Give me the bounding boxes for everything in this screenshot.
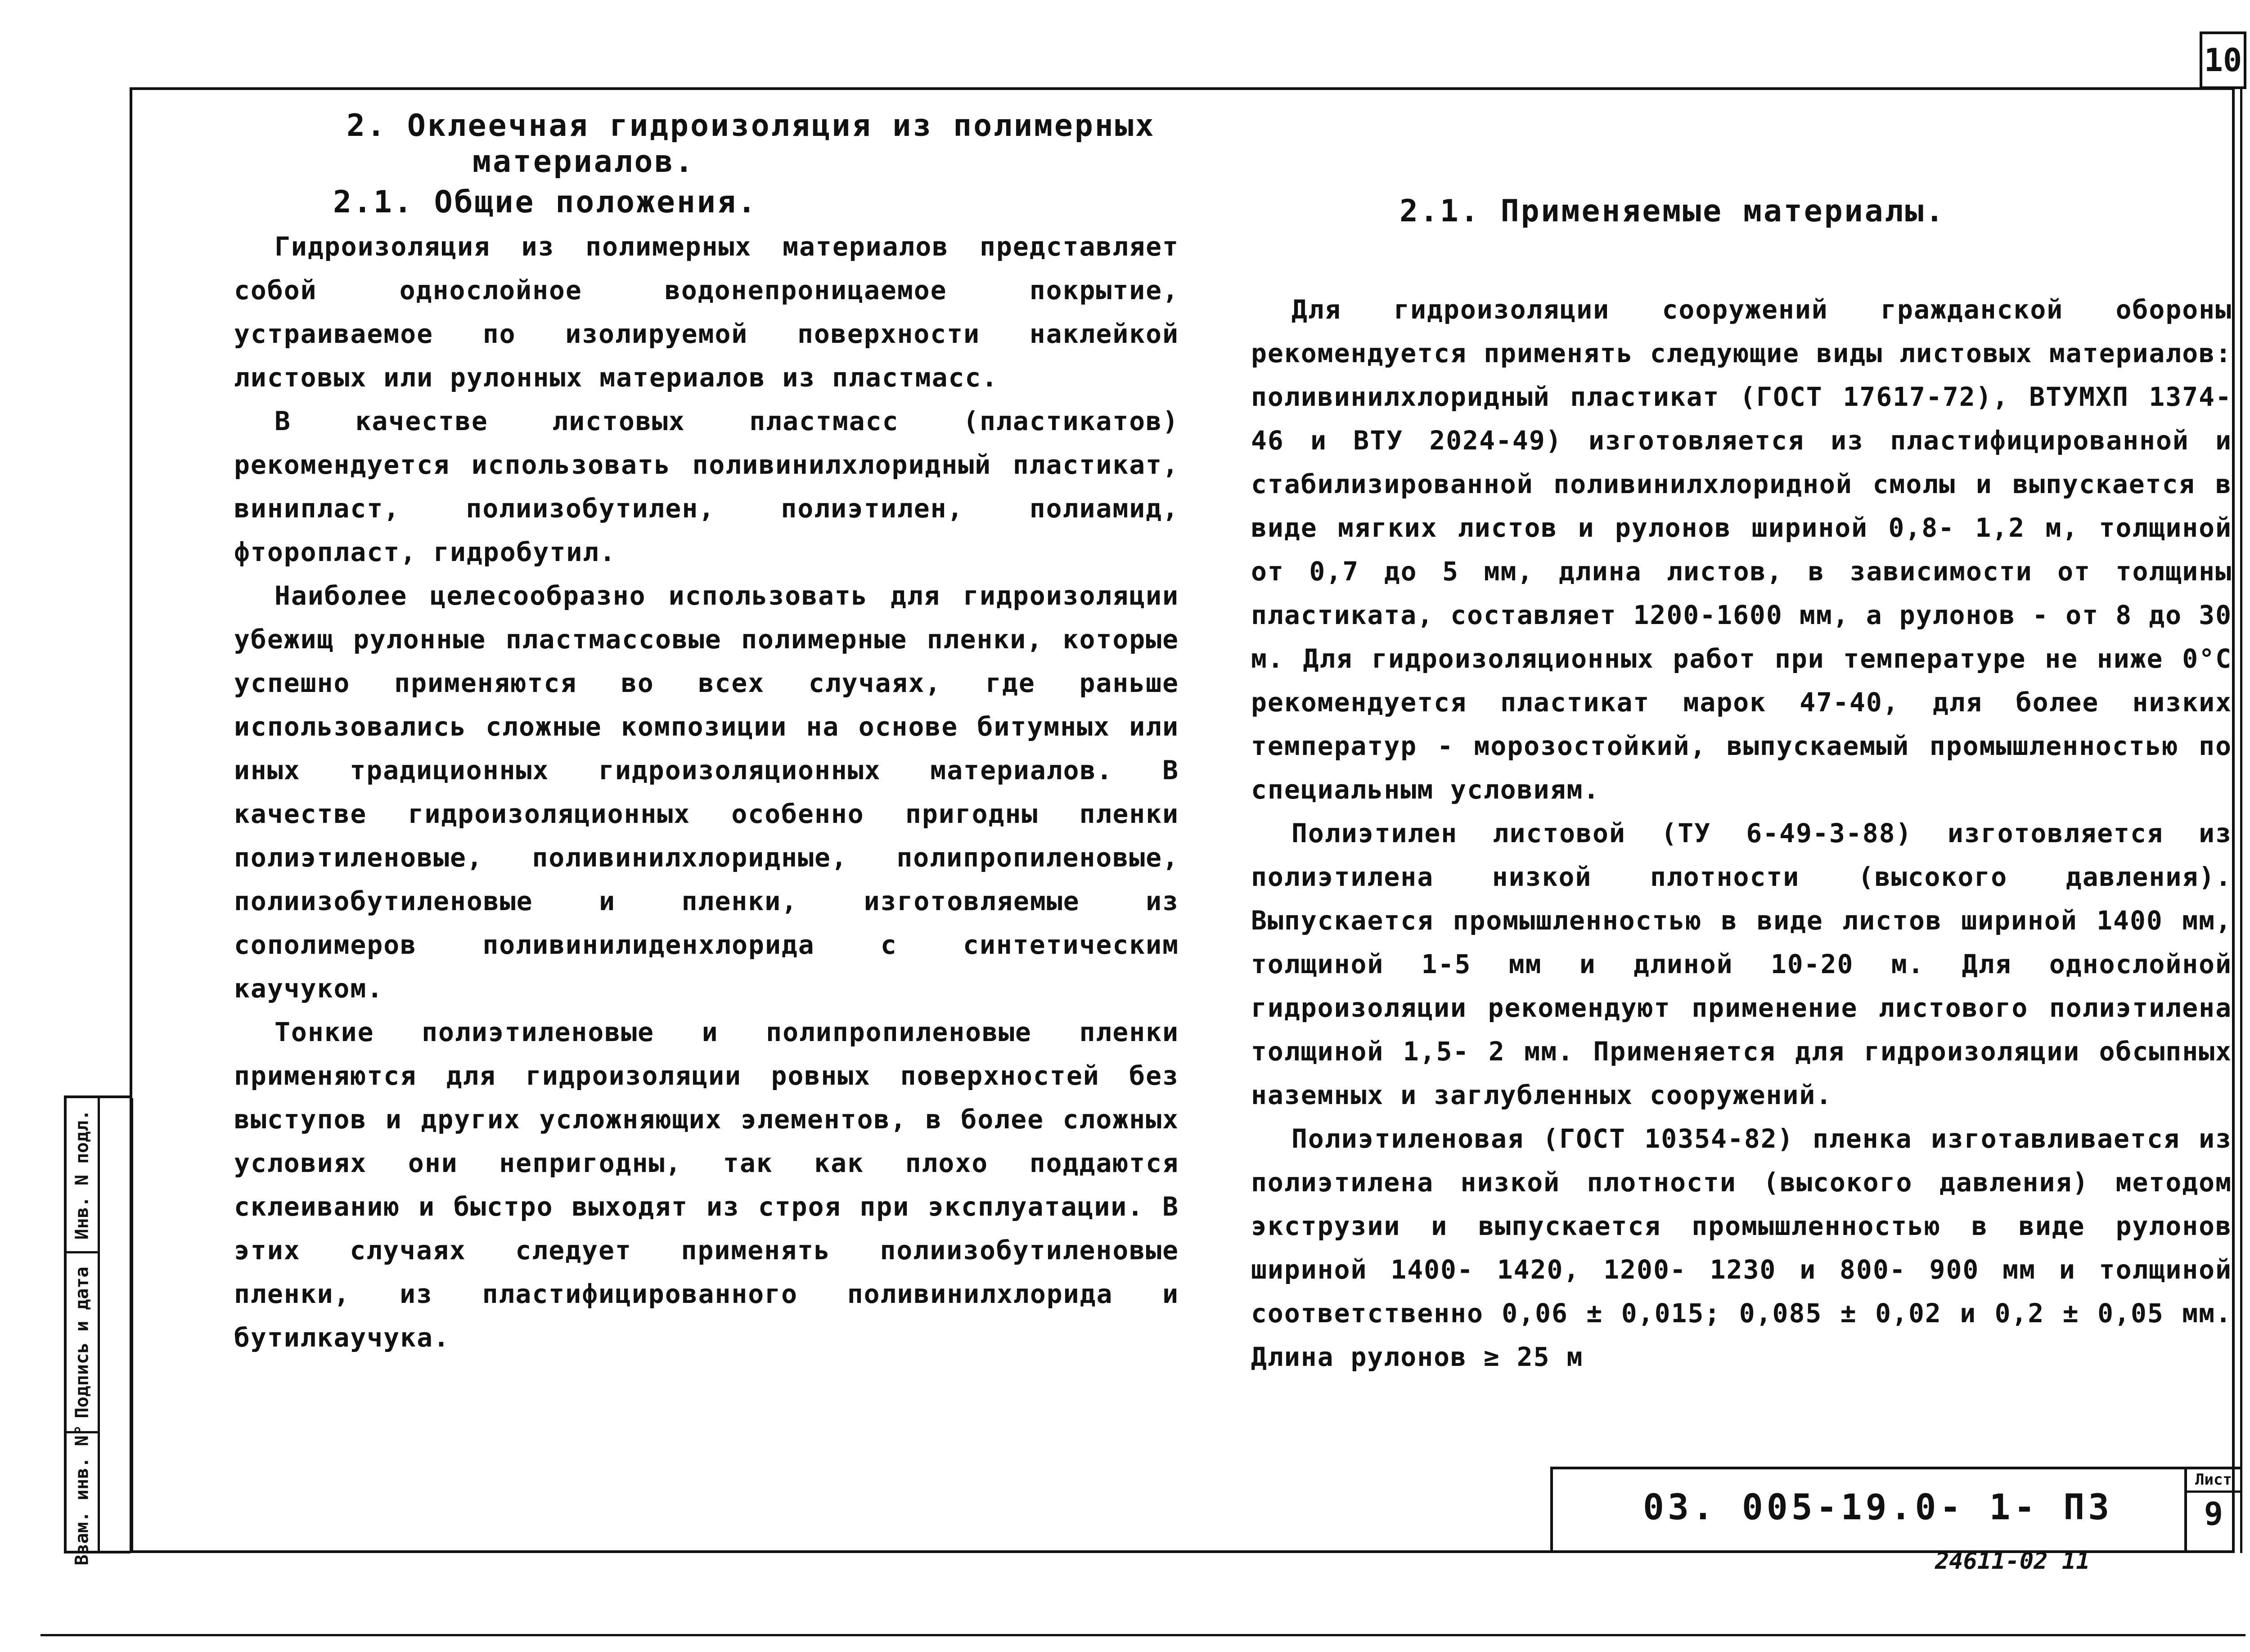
subsection-title-general: 2.1. Общие положения. [333, 184, 758, 220]
sheet-number-top: 10 [2200, 31, 2246, 89]
archive-number: 24611-02 11 [1935, 1548, 2090, 1575]
paragraph: Гидроизоляция из полимерных материалов представляет собой однослойное водонепроницаемое покрытие, устраиваемое по изолируемой поверхности наклейкой листовых или рулонных материалов из пластмасс. [234, 231, 1179, 393]
right-text-column [1251, 288, 2232, 1379]
paragraph: Для гидроизоляции сооружений гражданской обороны рекомендуется применять следующие виды листовых материалов: поливинилхлоридный пластикат (ГОСТ 17617-72), ВТУМХП 1374-46 и ВТУ 2024-49) изготовляется из пластифицированной и стабилизированной поливинилхлоридной смолы и выпускается в виде мягких листов и рулонов шириной 0,8- 1,2 м, толщиной от 0,7 до 5 мм, длина листов, в зависимости от толщины пластиката, составляет 1200-1600 мм, а рулонов - от 8 до 30 м. Для гидроизоляционных работ при температуре не ниже 0°С рекомендуется пластикат марок 47-40, для более низких температур - морозостойкий, выпускаемый промышленностью по специальным условиям. [1251, 294, 2232, 805]
paragraph: В качестве листовых пластмасс (пластикатов) рекомендуется использовать поливинилхлоридный пластикат, винипласт, полиизобутилен, полиэтилен, полиамид, фторопласт, гидробутил. [234, 406, 1179, 567]
section-title-line1: 2. Оклеечная гидроизоляция из полимерных [346, 108, 1156, 144]
side-stamp [64, 1095, 130, 1566]
sheet-cell [2184, 1469, 2240, 1553]
sheet-label: Лист [2187, 1469, 2240, 1493]
section-title-line2: материалов. [472, 144, 695, 180]
paragraph: Наиболее целесообразно использовать для гидроизоляции убежищ рулонные пластмассовые полимерные пленки, которые успешно применяются во всех случаях, где раньше использовались сложные композиции на основе битумных или иных традиционных гидроизоляционных материалов. В качестве гидроизоляционных особенно пригодны пленки полиэтиленовые, поливинилхлоридные, полипропиленовые, полиизобутиленовые и пленки, изготовляемые из сополимеров поливинилиденхлорида с синтетическим каучуком. [234, 580, 1179, 1004]
paragraph: Тонкие полиэтиленовые и полипропиленовые пленки применяются для гидроизоляции ровных поверхностей без выступов и других усложняющих элементов, в более сложных условиях они непригодны, так как плохо поддаются склеиванию и быстро выходят из строя при эксплуатации. В этих случаях следует применять полиизобутиленовые пленки, из пластифицированного поливинилхлорида и бутилкаучука. [234, 1017, 1179, 1353]
frame-right-edge [2240, 87, 2242, 1553]
stamp-cell-inv-podl: Инв. N подл. [72, 1109, 93, 1240]
sheet-bottom-line [40, 1634, 2246, 1636]
title-block [1550, 1467, 2240, 1553]
stamp-cell-vzam-inv: Взам. инв. N° [67, 1431, 98, 1556]
stamp-cell-podpis-data: Подпись и дата [67, 1251, 98, 1431]
paragraph: Полиэтилен листовой (ТУ 6-49-3-88) изготовляется из полиэтилена низкой плотности (высокого давления). Выпускается промышленностью в виде листов шириной 1400 мм, толщиной 1-5 мм и длиной 10-20 м. Для однослойной гидроизоляции рекомендуют применение листового полиэтилена толщиной 1,5- 2 мм. Применяется для гидроизоляции обсыпных наземных и заглубленных сооружений. [1251, 818, 2232, 1110]
side-stamp-column [67, 1098, 100, 1566]
left-text-column [234, 225, 1179, 1360]
document-code: 03. 005-19.0- 1- ПЗ [1643, 1487, 2113, 1528]
subsection-title-materials: 2.1. Применяемые материалы. [1400, 193, 1946, 229]
paragraph: Полиэтиленовая (ГОСТ 10354-82) пленка изготавливается из полиэтилена низкой плотности (высокого давления) методом экструзии и выпускается промышленностью в виде рулонов шириной 1400- 1420, 1200- 1230 и 800- 900 мм и толщиной соответственно 0,06 ± 0,015; 0,085 ± 0,02 и 0,2 ± 0,05 мм. Длина рулонов ≥ 25 м [1251, 1123, 2232, 1372]
side-stamp-column-blank [100, 1098, 133, 1551]
sheet-number: 9 [2204, 1495, 2223, 1532]
